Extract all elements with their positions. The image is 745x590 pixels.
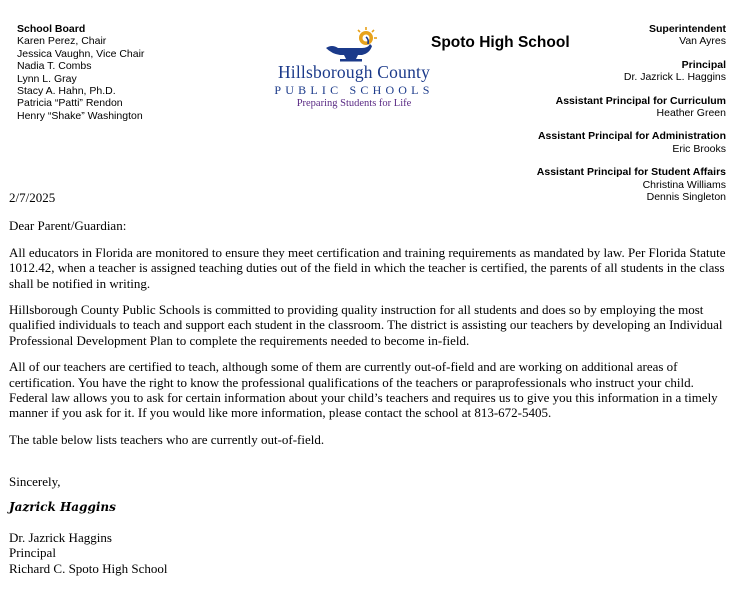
- administration-list: [537, 23, 726, 214]
- letter-date: 2/7/2025: [9, 190, 56, 205]
- letter-paragraph: All of our teachers are certified to teach, although some of them are currently out-of-field and are working on additional areas of certification. You have the right to know the professional qualifications of the teachers or paraprofessionals who instruct your child. Federal law allows you to ask for certain information about your child’s teachers and requires us to give you this information in a timely manner if you ask for it. If you would like more information, please contact the school at 813-672-5405.: [9, 359, 718, 421]
- admin-name: Christina Williams: [642, 178, 726, 191]
- letter-paragraph: The table below lists teachers who are currently out-of-field.: [9, 431, 325, 447]
- admin-title: Assistant Principal for Student Affairs: [536, 166, 726, 179]
- school-board-list: [17, 23, 144, 122]
- signer-school: Richard C. Spoto High School: [9, 560, 168, 576]
- board-member: Lynn L. Gray: [17, 72, 77, 85]
- admin-title: Superintendent: [648, 23, 726, 35]
- admin-block-ap-curriculum: [537, 95, 726, 120]
- admin-name: Eric Brooks: [672, 142, 726, 155]
- admin-name: Van Ayres: [679, 35, 726, 48]
- logo-tagline: Preparing Students for Life: [296, 98, 412, 109]
- admin-name: Dennis Singleton: [646, 191, 726, 204]
- admin-title: Assistant Principal for Curriculum: [555, 94, 726, 107]
- admin-title: Assistant Principal for Administration: [537, 130, 726, 143]
- board-member: Henry “Shake” Washington: [17, 109, 143, 122]
- letter-body: [9, 190, 729, 576]
- letter-paragraph: All educators in Florida are monitored to ensure they meet certification and training requirements as mandated by law. Per Florida Statute 1012.42, when a teacher is assigned teaching duties out of the field in which the teacher is certified, the parents of all students in the class shall be notified in writing.: [9, 244, 726, 291]
- admin-title: Principal: [681, 58, 726, 71]
- admin-name: Dr. Jazrick L. Haggins: [623, 71, 726, 84]
- logo-district-name: Hillsborough County: [277, 62, 431, 82]
- board-member: Nadia T. Combs: [17, 60, 92, 73]
- lamp-of-learning-icon: [322, 26, 386, 62]
- board-member: Patricia “Patti” Rendon: [17, 97, 123, 110]
- letter-closing: Sincerely,: [9, 474, 61, 490]
- handwritten-signature: Jazrick Haggins: [9, 499, 116, 514]
- school-board-heading: School Board: [17, 23, 86, 35]
- signer-block: [9, 530, 729, 576]
- school-name: Spoto High School: [431, 34, 570, 51]
- signer-title: Principal: [9, 545, 56, 561]
- logo-public-schools: PUBLIC SCHOOLS: [274, 83, 434, 97]
- board-member: Karen Perez, Chair: [17, 35, 107, 48]
- admin-name: Heather Green: [656, 107, 726, 120]
- letter-paragraph: Hillsborough County Public Schools is committed to providing quality instruction for all students and does so by employing the most qualified individuals to teach and support each student in the classroom. The district is assisting our teachers by developing an Individual Professional Development Plan to complete the requirements needed to become in-field.: [9, 302, 723, 348]
- letter-greeting: Dear Parent/Guardian:: [9, 218, 127, 234]
- admin-block-superintendent: [537, 23, 726, 48]
- board-member: Jessica Vaughn, Vice Chair: [17, 47, 145, 60]
- signer-name: Dr. Jazrick Haggins: [9, 529, 112, 545]
- admin-block-ap-administration: [537, 130, 726, 155]
- board-member: Stacy A. Hahn, Ph.D.: [17, 85, 116, 98]
- admin-block-principal: [537, 59, 726, 84]
